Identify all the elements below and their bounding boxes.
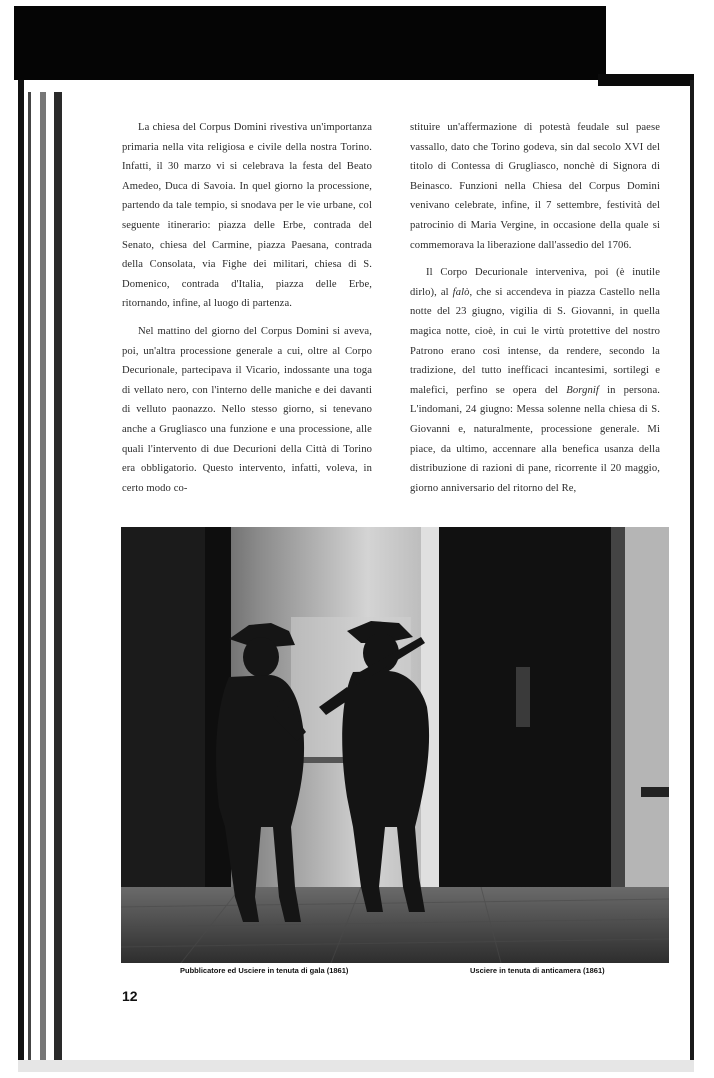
scan-right-edge xyxy=(690,80,694,1070)
right-text-column xyxy=(410,118,660,498)
scan-top-right-border xyxy=(598,74,694,86)
paragraph-falo: Il Corpo Decurionale interveniva, poi (è inutile dirlo), al falò, che si accendeva in piazza Castello nella notte del 23 giugno, vigilia di S. Giovanni, in quella magica notte, cioè, in cui le virtù protettive del nostro Patrono erano così intense, da rendere, secondo la tradizione, del tutto inefficaci incantesimi, sortilegi e malefici, perfino se opera del Borgnif in persona. L'indomani, 24 giugno: Messa solenne nella chiesa di S. Giovanni e, naturalmente, processione generale. Mi piace, da ultimo, accennare alla benefica usanza della distribuzione di razioni di pane, ricorrente il 20 maggio, giorno anniversario del ritorno del Re, xyxy=(410,267,660,494)
photo-caption-left: Pubblicatore ed Usciere in tenuta di gala (1861) xyxy=(180,966,349,975)
scan-left-edge xyxy=(18,80,24,1070)
scan-bottom-edge xyxy=(18,1060,694,1072)
page-number: 12 xyxy=(122,988,138,1004)
paragraph-processione: Nel mattino del giorno del Corpus Domini si aveva, poi, un'altra processione generale a cui, oltre al Corpo Decurionale, partecipava il Vicario, indossante una toga di vellato nero, con l'interno delle maniche e dei davanti di velluto paonazzo. Nello stesso giorno, si tenevano anche a Grugliasco una funzione e una processione, alle quali l'intervento di due Decurioni della Città di Torino era obbligatorio. Questo intervento, infatti, voleva, in certo modo co- xyxy=(122,325,372,494)
photo-illustration xyxy=(121,527,669,963)
scan-left-edge-shadow xyxy=(40,92,46,1062)
paragraph-potesta-feudale: stituire un'affermazione di potestà feudale sul paese vassallo, dato che Torino godeva, sin dal secolo XVI del titolo di Contessa di Grugliasco, nonchè di Signora di Beinasco. Funzioni nella Chiesa del Corpus Domini venivano celebrate, infine, il 7 settembre, festività del patrocinio di Maria Vergine, in occasione della quale si commemorava la liberazione dall'assedio del 1706. xyxy=(410,122,660,251)
scan-left-edge-inner xyxy=(28,92,31,1062)
photo-caption-right: Usciere in tenuta di anticamera (1861) xyxy=(470,966,605,975)
paragraph-corpus-domini: La chiesa del Corpus Domini rivestiva un'importanza primaria nella vita religiosa e civile della nostra Torino. Infatti, il 30 marzo vi si celebrava la festa del Beato Amedeo, Duca di Savoia. In quel giorno la processione, partendo da tale tempio, si snodava per le vie urbane, col seguente itinerario: piazza delle Erbe, contrada del Senato, chiesa del Carmine, piazza Paesana, contrada della Consolata, via Fighe dei militari, chiesa di S. Domenico, contrada d'Italia, piazza delle Erbe, ritornando, infine, al luogo di partenza. xyxy=(122,122,372,310)
scan-left-binding xyxy=(54,92,62,1062)
left-text-column xyxy=(122,118,372,498)
historical-photo-ushers xyxy=(121,527,669,963)
scan-top-border xyxy=(14,6,606,80)
